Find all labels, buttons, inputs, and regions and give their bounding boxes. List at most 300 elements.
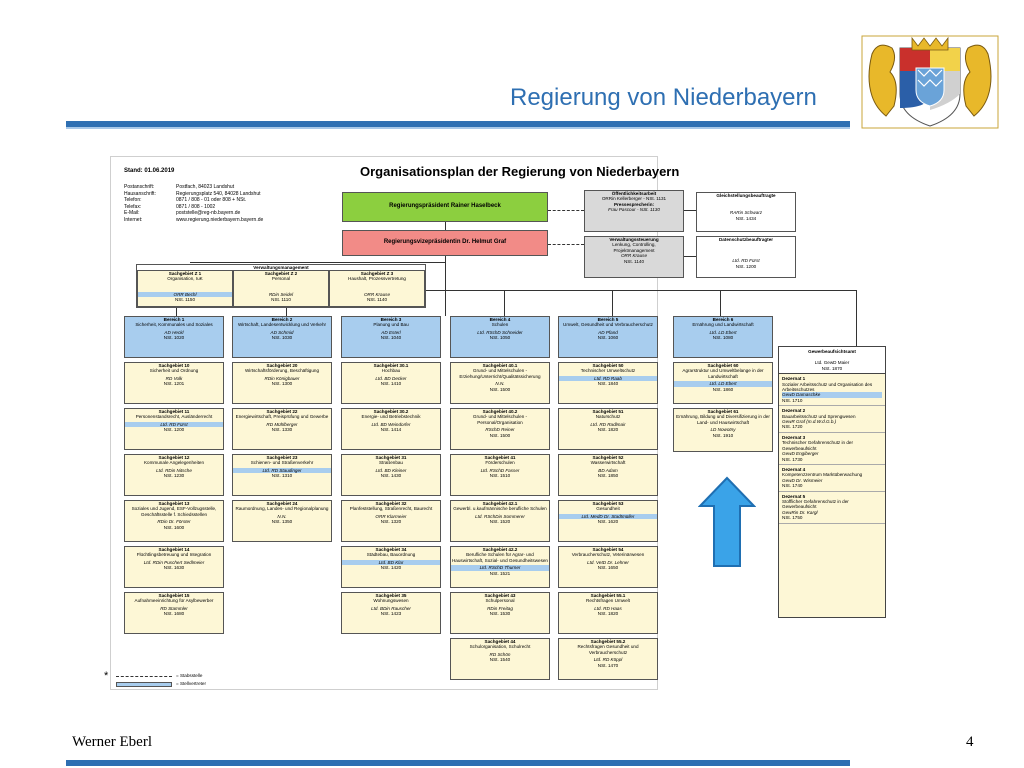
unit-person: RD Schön [489, 651, 511, 657]
connector-line [445, 256, 446, 316]
staff-equality-officer [696, 192, 796, 232]
stand-date: Stand: 01.06.2019 [124, 168, 175, 174]
section-unit [558, 362, 658, 404]
gewerbe-dezernat [779, 374, 885, 406]
connector-line [445, 222, 446, 230]
contact-key: Internet: [124, 216, 143, 223]
dezernat-person: GewD Engiberger [782, 451, 819, 457]
unit-desc: Sicherheit, Kommunales und Soziales [135, 322, 213, 328]
department-head-1 [124, 316, 224, 358]
unit-person: ORR Bechl [138, 292, 232, 297]
unit-nst: NSt. 1060 [597, 335, 619, 341]
dezernat-title: Dezernat 1 [782, 376, 806, 382]
unit-desc: Schulen [491, 322, 509, 328]
unit-person: RDin Königbauer [264, 375, 300, 381]
slide-title: Regierung von Niederbayern [510, 84, 817, 111]
staff-line: RARin Schwarz [729, 210, 763, 216]
unit-nst: NSt. 1520 [489, 519, 511, 525]
unit-title: Bereich 4 [489, 317, 511, 322]
unit-person: ORR Klarmeier [375, 513, 407, 519]
section-unit [232, 500, 332, 542]
unit-title: Sachgebiet 61 [707, 409, 739, 414]
unit-desc: Personal [271, 276, 291, 282]
unit-person: BD Adam [598, 467, 618, 473]
unit-title: Sachgebiet 31 [375, 455, 407, 460]
unit-nst: NSt. 1300 [271, 381, 293, 387]
connector-line [548, 210, 584, 211]
unit-desc: Grund- und Mittelschulen - Personal/Organisation [472, 414, 528, 425]
contact-value: 0871 / 808 - 1002 [176, 203, 216, 210]
unit-title: Sachgebiet 43 [484, 593, 516, 598]
president-box: Regierungspräsident Rainer Haselbeck [342, 192, 548, 222]
unit-nst: NSt. 1080 [712, 335, 734, 341]
dezernat-nst: NSt. 1710 [782, 397, 803, 403]
section-unit [341, 546, 441, 588]
staff-line: ORRin Kellerberger - NSt. 1131 [601, 196, 667, 202]
unit-title: Sachgebiet 13 [158, 501, 190, 506]
staff-title: Verwaltungssteuerung [609, 237, 659, 242]
unit-desc: Gewerbl. u.kaufmännische berufliche Schulen [453, 506, 547, 512]
unit-person: RD Mühlberger [266, 421, 298, 427]
unit-nst: NSt. 1230 [163, 473, 185, 479]
unit-desc: Wirtschaft, Landesentwicklung und Verkehr [237, 322, 327, 328]
connector-line [856, 290, 857, 346]
unit-desc: Kommunale Angelegenheiten [143, 460, 205, 466]
contact-key: Postanschrift: [124, 184, 155, 190]
unit-title: Sachgebiet 14 [158, 547, 190, 552]
unit-title: Sachgebiet 44 [484, 639, 516, 644]
unit-nst: NSt. 1150 [174, 297, 196, 303]
connector-line [684, 210, 696, 211]
unit-title: Sachgebiet 42.1 [482, 501, 518, 506]
vm-title: Verwaltungsmanagement [253, 265, 309, 270]
dezernat-person: GewD Damaschke [782, 392, 882, 397]
unit-person: Ltd. BD Kleiner [375, 467, 407, 473]
gewerbe-lead: Ltd. GewD Maier [814, 360, 850, 366]
staff-line: NSt. 1434 [735, 215, 757, 221]
unit-nst: NSt. 1050 [489, 335, 511, 341]
unit-title: Sachgebiet 54 [592, 547, 624, 552]
section-unit [341, 592, 441, 634]
contact-key: Telefax: [124, 203, 142, 210]
contact-value: Regierungsplatz 540, 84028 Landshut [176, 190, 261, 197]
unit-desc: Energie- und Betriebstechnik [361, 414, 421, 420]
section-unit [558, 546, 658, 588]
unit-title: Sachgebiet 30.1 [373, 363, 409, 368]
unit-nst: NSt. 1630 [163, 565, 185, 571]
unit-title: Bereich 5 [597, 317, 619, 322]
unit-desc: Personenstandsrecht, Ausländerrecht [135, 414, 213, 420]
unit-title: Sachgebiet 41 [484, 455, 516, 460]
unit-desc: Flüchtlingsbetreuung und Integration [136, 552, 212, 558]
unit-z3 [329, 270, 425, 307]
unit-title: Sachgebiet 52 [592, 455, 624, 460]
unit-desc: Hochbau [381, 368, 401, 374]
contact-key: E-Mail: [124, 210, 140, 216]
unit-nst: NSt. 1820 [597, 427, 619, 433]
unit-z2 [233, 270, 329, 307]
gewerbe-dezernat [779, 465, 885, 492]
unit-nst: NSt. 1510 [489, 473, 511, 479]
department-head-2 [232, 316, 332, 358]
section-unit [232, 362, 332, 404]
department-head-4 [450, 316, 550, 358]
unit-nst: NSt. 1650 [597, 565, 619, 571]
unit-z1 [137, 270, 233, 307]
unit-desc: Förderschulen [485, 460, 515, 466]
staff-line: NSt. 1200 [735, 263, 757, 269]
unit-person: Ltd. BD Weindorfer [371, 421, 411, 427]
unit-person: ORR Krause [363, 291, 391, 297]
unit-title: Sachgebiet 15 [158, 593, 190, 598]
connector-line [548, 244, 584, 245]
unit-person: RD Volk [165, 375, 183, 381]
org-chart-title: Organisationsplan der Regierung von Niederbayern [360, 164, 680, 179]
section-unit [124, 362, 224, 404]
staff-title: Gleichstellungsbeauftragte [716, 193, 776, 198]
unit-nst: NSt. 1020 [163, 335, 185, 341]
unit-desc: Städtebau, Bauordnung [366, 552, 416, 558]
unit-desc: Energiewirtschaft, Preisprüfung und Gewerbe [235, 414, 329, 420]
unit-nst: NSt. 1600 [163, 524, 185, 530]
footer-divider [66, 760, 850, 766]
unit-desc: Ernährung und Landwirtschaft [692, 322, 754, 328]
legend-row [116, 680, 206, 688]
section-unit [558, 500, 658, 542]
dezernat-nst: NSt. 1740 [782, 483, 803, 489]
section-unit [124, 454, 224, 496]
unit-title: Sachgebiet 42.2 [482, 547, 518, 552]
unit-nst: NSt. 1110 [271, 297, 291, 303]
unit-nst: NSt. 1540 [489, 657, 511, 663]
staff-public-relations [584, 190, 684, 232]
unit-person: RDin Freitag [487, 605, 513, 611]
section-unit [232, 454, 332, 496]
contact-value: 0871 / 808 - 01 oder 808 + NSt. [176, 197, 247, 203]
unit-title: Sachgebiet 50 [592, 363, 624, 368]
dezernat-nst: NSt. 1720 [782, 424, 803, 430]
unit-desc: Haushalt, Prozessvertretung [348, 276, 406, 282]
unit-title: Sachgebiet 40.1 [482, 363, 518, 368]
unit-title: Sachgebiet 51 [592, 409, 624, 414]
unit-desc: Raumordnung, Landes- und Regionalplanung [235, 506, 329, 512]
unit-person: Ltd. LD Ebert [674, 381, 772, 386]
unit-nst: NSt. 1521 [489, 570, 511, 576]
dezernat-title: Dezernat 3 [782, 434, 806, 440]
dezernat-nst: NSt. 1730 [782, 456, 803, 462]
staff-line: Ltd. RD Fürst [732, 258, 760, 264]
legend-staff-label: = Stabsstelle [176, 673, 203, 678]
unit-nst: NSt. 1200 [163, 427, 185, 433]
unit-desc: Planung und Bau [373, 322, 409, 328]
unit-nst: NSt. 1840 [597, 381, 619, 387]
dezernat-person: GewRin Dr. Kargl [782, 509, 818, 515]
unit-nst: NSt. 1910 [712, 432, 734, 438]
unit-title: Sachgebiet 10 [158, 363, 190, 368]
staff-line: Frau Pascour - NSt. 1130 [608, 207, 660, 213]
dezernat-desc: Stofflicher Gefahrenschutz in der Gewerbeaufsicht [782, 498, 849, 510]
dezernat-desc: Technischer Gefahrenschutz in der Gewerbeaufsicht [782, 440, 853, 451]
connector-line [612, 290, 613, 316]
gewerbe-items [779, 374, 885, 523]
gewerbe-lead-nst: NSt. 1870 [821, 365, 843, 371]
unit-person: AD Pfand [598, 329, 618, 335]
unit-title: Bereich 2 [271, 317, 293, 322]
section-unit [450, 500, 550, 542]
unit-title: Bereich 6 [712, 317, 734, 322]
section-unit [558, 408, 658, 450]
unit-nst: NSt. 1860 [712, 386, 734, 392]
unit-nst: NSt. 1500 [489, 386, 511, 392]
unit-desc: Ernährung, Bildung und Diversifizierung in der Land- und Hauswirtschaft [676, 414, 770, 425]
unit-person: Ltd. RSchDin Sommerer [475, 513, 525, 519]
unit-person: Ltd. RD Radlmair [590, 421, 626, 427]
unit-nst: NSt. 1140 [366, 297, 388, 303]
unit-desc: Wirtschaftsförderung, Beschäftigung [244, 368, 320, 374]
unit-title: Sachgebiet 20 [266, 363, 298, 368]
legend-dash [116, 676, 172, 677]
unit-nst: NSt. 1040 [380, 335, 402, 341]
section-unit [450, 408, 550, 450]
unit-desc: Organisation, IuK [167, 276, 203, 282]
up-arrow-icon [698, 476, 756, 568]
contact-value: poststelle@reg-nb.bayern.de [176, 210, 241, 216]
unit-person: N.N. [277, 513, 287, 519]
unit-title: Sachgebiet 11 [158, 409, 190, 414]
unit-nst: NSt. 1680 [163, 611, 185, 617]
unit-nst: NSt. 1330 [271, 427, 293, 433]
unit-nst: NSt. 1410 [380, 381, 402, 387]
dezernat-person: GewR Graf (m.d.W.d.G.b.) [782, 419, 837, 425]
unit-desc: Aufnahmeeinrichtung für Asylbewerber [134, 598, 214, 604]
staff-data-protection [696, 236, 796, 278]
staff-line: ORR Krause [620, 253, 648, 259]
unit-desc: Technischer Umweltschutz [580, 368, 636, 374]
vice-president-box: Regierungsvizepräsidentin Dr. Helmut Graf [342, 230, 548, 256]
unit-desc: Berufliche Schulen für Agrar- und Hauswirtschaft, Sozial- und Gesundheitswesen [451, 552, 548, 563]
contact-key: Hausanschrift: [124, 190, 156, 197]
unit-title: Sachgebiet 55.1 [590, 593, 626, 598]
legend-row [116, 672, 206, 680]
gewerbe-head [779, 347, 885, 374]
section-unit [558, 454, 658, 496]
unit-person: Ltd. RD Staudinger [233, 468, 331, 473]
unit-desc: Schienen- und Straßenverkehr [250, 460, 314, 466]
unit-person: RDin Dr. Förster [157, 519, 191, 525]
unit-desc: Agrarstruktur und Umweltbelange in der Landwirtschaft [682, 368, 764, 379]
section-unit [124, 592, 224, 634]
dezernat-title: Dezernat 4 [782, 466, 806, 472]
contact-key: Telefon: [124, 197, 142, 203]
unit-desc: Wasserwirtschaft [590, 460, 626, 466]
unit-nst: NSt. 1850 [597, 473, 619, 479]
unit-person: Ltd. BD Decker [375, 375, 407, 381]
unit-desc: Wohnungswesen [373, 598, 409, 604]
staff-line: Lenkung, Controlling, [612, 242, 656, 248]
unit-title: Sachgebiet 12 [158, 455, 190, 460]
unit-nst: NSt. 1423 [380, 611, 402, 617]
dezernat-nst: NSt. 1750 [782, 515, 803, 521]
unit-nst: NSt. 1350 [271, 519, 293, 525]
unit-nst: NSt. 1500 [489, 432, 511, 438]
unit-title: Sachgebiet 34 [375, 547, 407, 552]
unit-desc: Schulorganisation, Schulrecht [469, 644, 531, 650]
unit-title: Bereich 1 [163, 317, 185, 322]
staff-title: Öffentlichkeitsarbeit [611, 191, 657, 196]
legend-deputy-label: = Stellvertreter [176, 681, 206, 686]
dezernat-desc: Sozialer Arbeitsschutz und Organisation des Arbeitsschutzes [782, 381, 873, 393]
section-unit [673, 408, 773, 452]
legend [116, 672, 206, 688]
section-unit [124, 408, 224, 450]
department-head-6 [673, 316, 773, 358]
section-unit [450, 362, 550, 404]
section-unit [450, 638, 550, 680]
section-unit [450, 592, 550, 634]
page-number: 4 [966, 734, 974, 750]
connector-line [720, 290, 721, 316]
unit-desc: Verbraucherschutz, Veterinärwesen [571, 552, 645, 558]
unit-nst: NSt. 1414 [380, 427, 402, 433]
unit-desc: Grund- und Mittelschulen - Erziehung/Unterricht/Qualitätssicherung [459, 368, 541, 379]
gewerbe-title: Gewerbeaufsichtsamt [808, 349, 856, 354]
unit-person: Ltd. RD Fürst [125, 422, 223, 427]
legend-bar [116, 682, 172, 687]
unit-nst: NSt. 1820 [597, 611, 619, 617]
unit-person: Ltd. RDin Puschert Sedlmeier [143, 559, 205, 565]
unit-person: Ltd. RSchD Schneider [477, 329, 523, 335]
department-head-3 [341, 316, 441, 358]
unit-desc: Umwelt, Gesundheit und Verbraucherschutz [563, 322, 653, 328]
unit-desc: Soziales und Jugend, ESF-Vollzugsstelle, Geschäftsstelle f. Schiedsstellen [131, 506, 217, 517]
unit-title: Sachgebiet Z 2 [264, 271, 298, 276]
contact-value: Postfach, 84023 Landshut [176, 184, 235, 190]
unit-person: AD Esterl [381, 329, 401, 335]
unit-person: Ltd. BDin Rauscher [371, 605, 411, 611]
unit-person: AD Heckl [164, 329, 184, 335]
unit-title: Sachgebiet Z 1 [168, 271, 202, 276]
unit-desc: Rechtsfragen Gesundheit und Verbraucherschutz [577, 644, 639, 655]
unit-nst: NSt. 1470 [597, 662, 619, 668]
section-unit [450, 454, 550, 496]
unit-title: Sachgebiet 30.2 [373, 409, 409, 414]
unit-person: RSchD Reiner [485, 427, 515, 433]
section-unit [124, 500, 224, 542]
unit-title: Sachgebiet 24 [266, 501, 298, 506]
unit-title: Sachgebiet 55.2 [590, 639, 626, 644]
section-unit [232, 408, 332, 450]
unit-desc: Sicherheit und Ordnung [149, 368, 199, 374]
unit-title: Sachgebiet 22 [266, 409, 298, 414]
contact-block [124, 184, 263, 223]
dezernat-desc: Kompetenzzentrum Marktüberwachung [782, 472, 863, 478]
unit-nst: NSt. 1030 [271, 335, 293, 341]
unit-title: Sachgebiet Z 3 [360, 271, 394, 276]
staff-line: NSt. 1140 [623, 258, 645, 264]
section-unit [341, 408, 441, 450]
gewerbe-dezernat [779, 406, 885, 433]
unit-nst: NSt. 1530 [489, 611, 511, 617]
unit-person: Ltd. BD Klar [342, 560, 440, 565]
unit-person: Ltd. LD Ebert [709, 329, 737, 335]
unit-person: RDin Seidel [268, 291, 294, 297]
dezernat-title: Dezernat 2 [782, 408, 806, 414]
section-unit [673, 362, 773, 404]
unit-nst: NSt. 1420 [380, 565, 402, 571]
dezernat-title: Dezernat 5 [782, 493, 806, 499]
unit-person: Ltd. RD Haas [594, 605, 622, 611]
section-unit [341, 500, 441, 542]
unit-nst: NSt. 1310 [271, 473, 293, 479]
staff-title: Datenschutzbeauftragter [718, 237, 774, 242]
bavaria-coat-of-arms-icon [860, 34, 1000, 130]
dezernat-desc: Bauarbeitsschutz und Sprengwesen [782, 413, 856, 419]
unit-desc: Planfeststellung, Straßenrecht, Baurecht [349, 506, 433, 512]
dezernat-person: GewD Dr. Wismeier [782, 477, 823, 483]
section-unit [558, 638, 658, 680]
unit-person: LD Nowotny [710, 427, 736, 433]
section-unit [450, 546, 550, 588]
legend-star: * [104, 670, 109, 682]
section-unit [341, 362, 441, 404]
gewerbe-dezernat [779, 433, 885, 465]
unit-title: Bereich 3 [380, 317, 402, 322]
unit-nst: NSt. 1201 [163, 381, 185, 387]
gewerbe-dezernat [779, 492, 885, 524]
contact-value: www.regierung.niederbayern.bayern.de [176, 216, 264, 223]
unit-person: N.N. [495, 381, 505, 387]
unit-person: Ltd. RSchD Thurner [451, 565, 549, 570]
staff-line: Projektmanagement [613, 247, 655, 253]
staff-line: Pressesprecherin: [613, 201, 655, 207]
unit-nst: NSt. 1320 [380, 519, 402, 525]
unit-person: Ltd. RD Köppl [593, 657, 623, 663]
unit-title: Sachgebiet 35 [375, 593, 407, 598]
unit-nst: NSt. 1430 [380, 473, 402, 479]
unit-title: Sachgebiet 53 [592, 501, 624, 506]
unit-person: AD Schmid [270, 329, 294, 335]
trade-inspectorate-panel [778, 346, 886, 618]
connector-line [684, 256, 696, 257]
title-divider-light [66, 127, 850, 129]
unit-desc: Schulpersonal [485, 598, 515, 604]
unit-person: Ltd. RD Raab [559, 376, 657, 381]
unit-desc: Gesundheit [596, 506, 620, 512]
unit-nst: NSt. 1620 [597, 519, 619, 525]
unit-person: RD Stammler [160, 605, 188, 611]
connector-line [504, 290, 505, 316]
department-head-5 [558, 316, 658, 358]
unit-person: Ltd. RSchD Fasser [480, 467, 520, 473]
unit-person: Ltd. MedD Dr. Stadtmüller [559, 514, 657, 519]
section-unit [124, 546, 224, 588]
unit-desc: Straßenbau [378, 460, 403, 466]
section-unit [341, 454, 441, 496]
unit-person: Ltd. VetD Dr. Lehner [587, 559, 629, 565]
contact-row [124, 217, 263, 224]
unit-desc: Rechtsfragen Umwelt [586, 598, 630, 604]
section-unit [558, 592, 658, 634]
unit-desc: Naturschutz [595, 414, 621, 420]
staff-administration-control [584, 236, 684, 278]
footer-author: Werner Eberl [72, 734, 152, 750]
connector-line [190, 262, 445, 263]
unit-person: Ltd. RDin Nitsche [156, 467, 192, 473]
unit-title: Sachgebiet 32 [375, 501, 407, 506]
unit-title: Sachgebiet 60 [707, 363, 739, 368]
unit-title: Sachgebiet 23 [266, 455, 298, 460]
unit-title: Sachgebiet 40.2 [482, 409, 518, 414]
